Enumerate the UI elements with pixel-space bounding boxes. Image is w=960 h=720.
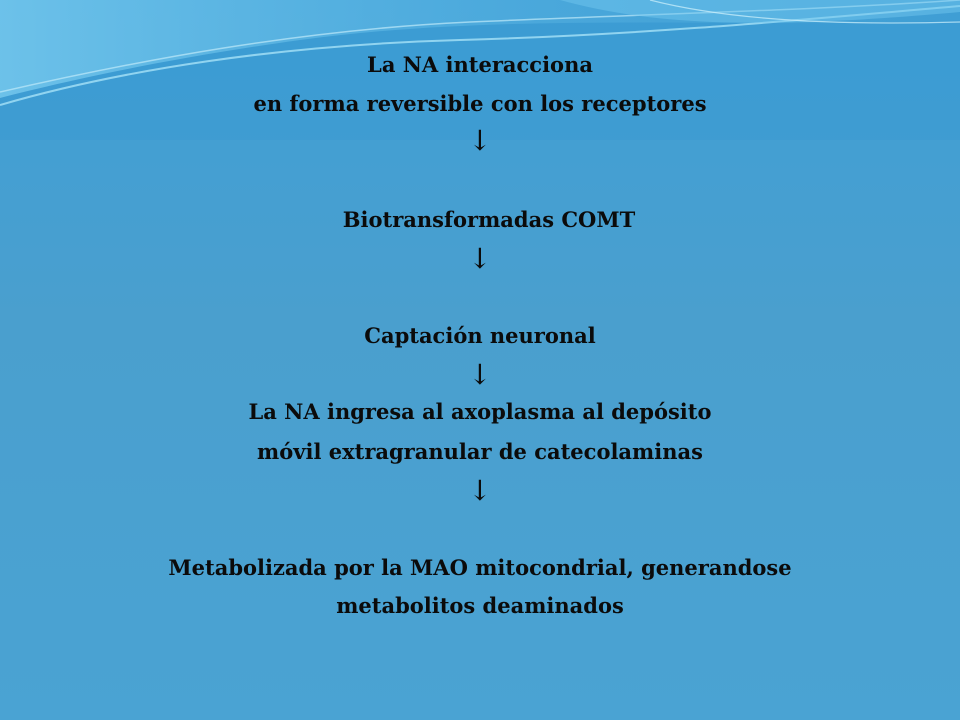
line-forma-reversible: en forma reversible con los receptores (253, 91, 707, 116)
line-captacion-neuronal: Captación neuronal (364, 323, 596, 348)
arrow-down-icon: ↓ (468, 124, 492, 157)
line-metabolizada-mao: Metabolizada por la MAO mitocondrial, generandose (168, 555, 792, 580)
line-na-ingresa: La NA ingresa al axoplasma al depósito (248, 399, 712, 424)
line-biotransformadas: Biotransformadas COMT (342, 207, 636, 232)
line-movil-extragranular: móvil extragranular de catecolaminas (257, 439, 703, 464)
arrow-down-icon: ↓ (468, 474, 492, 507)
arrow-down-icon: ↓ (468, 242, 492, 275)
line-na-interacciona: La NA interacciona (367, 52, 593, 77)
line-metabolitos-deaminados: metabolitos deaminados (336, 593, 624, 618)
arrow-down-icon: ↓ (468, 358, 492, 391)
